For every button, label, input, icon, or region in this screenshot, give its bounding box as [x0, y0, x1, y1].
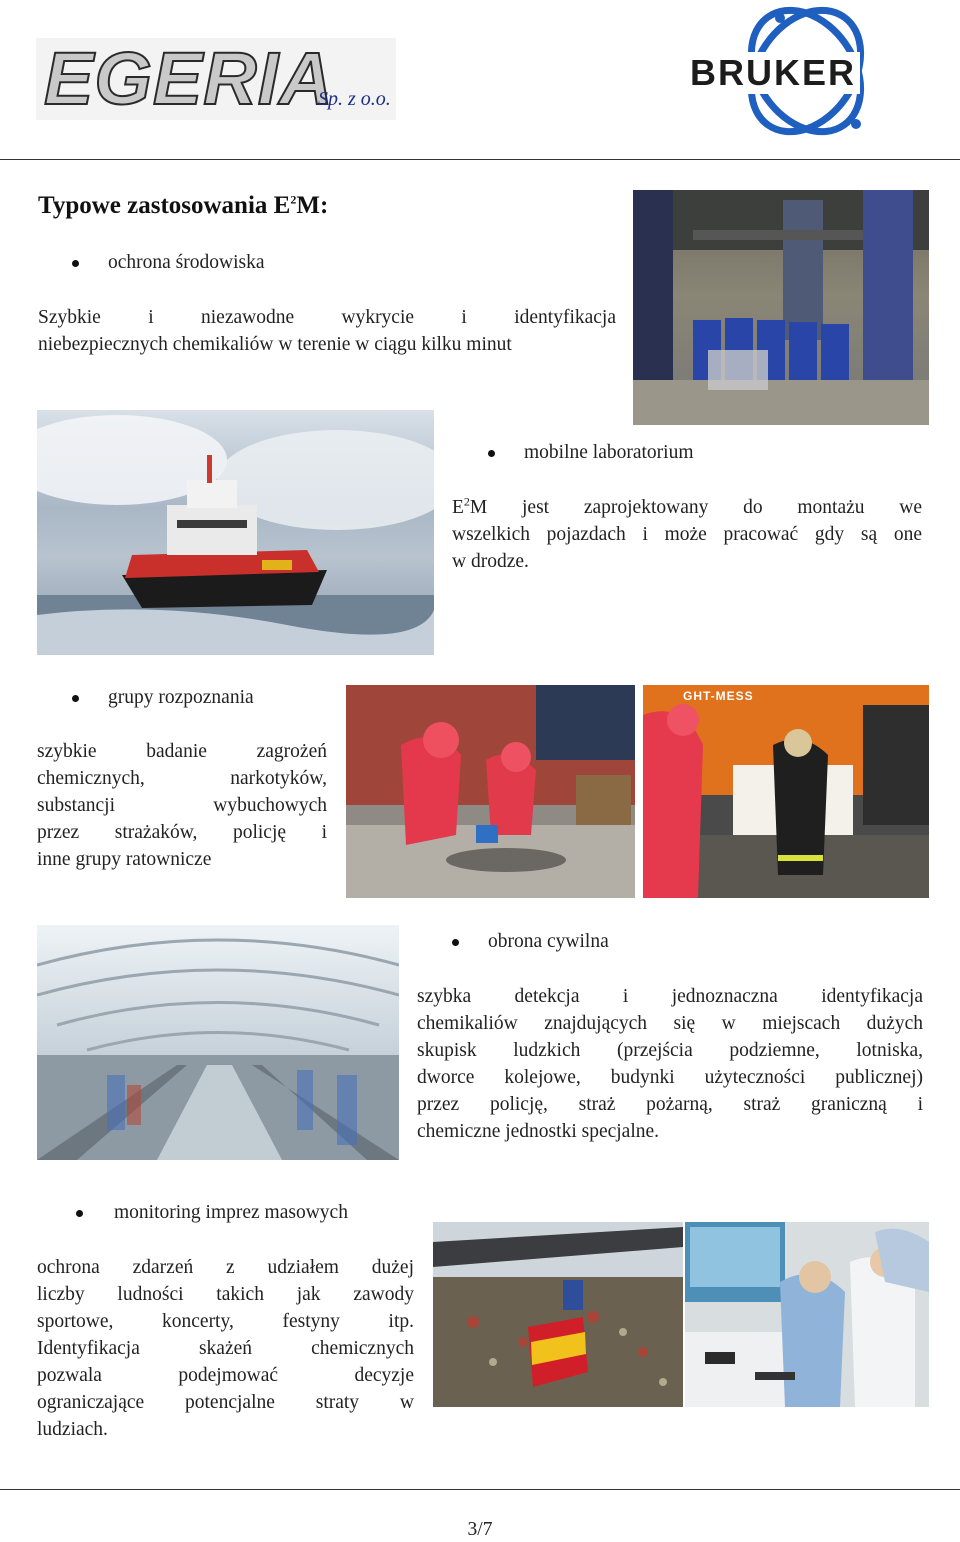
section4-text — [417, 983, 923, 1145]
text-line: niebezpiecznych chemikaliów w terenie w ciągu kilku minut — [38, 334, 512, 355]
text-line: chemikaliów znajdujących się w miejscach dużych — [417, 1013, 923, 1034]
text-line: szybka detekcja i jednoznaczna identyfikacja — [417, 986, 923, 1007]
text-line: pozwala podejmować decyzje — [37, 1365, 414, 1386]
text-line: wszelkich pojazdach i może pracować gdy są one — [452, 524, 922, 545]
photo-hazmat-art — [346, 685, 635, 898]
page-title-tail: M: — [296, 192, 329, 219]
photo-airport-walkway — [37, 925, 399, 1160]
text-line: skupisk ludzkich (przejścia podziemne, lotniska, — [417, 1040, 923, 1061]
page-title — [38, 192, 328, 220]
photo-stadium-crowd — [433, 1222, 683, 1407]
bullet-dot — [72, 260, 79, 267]
photo-control-room — [685, 1222, 929, 1407]
bullet-dot — [452, 939, 459, 946]
text-line: Szybkie i niezawodne wykrycie i identyfikacja — [38, 307, 616, 328]
text-line: szybkie badanie zagrożeń — [37, 741, 327, 762]
bullet-dot — [76, 1210, 83, 1217]
text-line: inne grupy ratownicze — [37, 849, 212, 870]
section5-text — [37, 1254, 414, 1443]
bruker-logo-text: BRUKER — [686, 52, 860, 94]
page-title-sup: 2 — [290, 192, 297, 207]
text-line: liczby ludności takich jak zawody — [37, 1284, 414, 1305]
photo-ship-art — [37, 410, 434, 655]
text-line: przez strażaków, policję i — [37, 822, 327, 843]
photo-barrels-art — [633, 190, 929, 425]
bullet-dot — [488, 450, 495, 457]
footer-rule — [0, 1489, 960, 1490]
bullet-recon-groups-label: grupy rozpoznania — [108, 687, 254, 708]
page-title-main: Typowe zastosowania E — [38, 192, 291, 219]
section2-text — [452, 494, 922, 575]
photo-ship — [37, 410, 434, 655]
bullet-mobile-lab-label: mobilne laboratorium — [524, 442, 694, 463]
text-line: substancji wybuchowych — [37, 795, 327, 816]
egeria-logo-subtitle: Sp. z o.o. — [318, 88, 391, 110]
photo-firefighter — [643, 685, 929, 898]
truck-sign: GHT-MESS — [683, 689, 754, 703]
text-line: chemicznych, narkotyków, — [37, 768, 327, 789]
text-line: dworce kolejowe, budynki użyteczności publicznej) — [417, 1067, 923, 1088]
photo-stadium-art — [433, 1222, 683, 1407]
photo-firefighter-art — [643, 685, 929, 898]
section3-text — [37, 738, 327, 873]
text-line: ludziach. — [37, 1419, 108, 1440]
egeria-logo — [36, 38, 396, 120]
page-number: 3/7 — [467, 1519, 493, 1540]
text-line — [452, 494, 922, 521]
text-line: w drodze. — [452, 551, 529, 572]
photo-hazmat-suits — [346, 685, 635, 898]
text-line: sportowe, koncerty, festyny itp. — [37, 1311, 414, 1332]
bullet-mobile-lab — [488, 442, 694, 464]
bullet-environment-label: ochrona środowiska — [108, 252, 265, 273]
bullet-dot — [72, 695, 79, 702]
text-line: przez policję, straż pożarną, straż graniczną i — [417, 1094, 923, 1115]
bullet-recon-groups — [72, 687, 254, 709]
bruker-logo — [680, 2, 930, 140]
bullet-civil-defense-label: obrona cywilna — [488, 931, 609, 952]
egeria-logo-text: EGERIA — [44, 37, 334, 120]
text-line: ochrona zdarzeń z udziałem dużej — [37, 1257, 414, 1278]
bullet-mass-events — [76, 1202, 348, 1224]
text-line-part: E — [452, 497, 464, 518]
text-line: chemiczne jednostki specjalne. — [417, 1121, 660, 1142]
text-line: ograniczające potencjalne straty w — [37, 1392, 414, 1413]
photo-barrels — [633, 190, 929, 425]
bullet-environment — [72, 252, 265, 274]
bullet-mass-events-label: monitoring imprez masowych — [114, 1202, 348, 1223]
photo-airport-art — [37, 925, 399, 1160]
section1-text — [38, 304, 616, 358]
header-rule — [0, 159, 960, 160]
text-line-sup: 2 — [463, 494, 470, 509]
photo-control-room-art — [685, 1222, 929, 1407]
bullet-civil-defense — [452, 931, 609, 953]
text-line: Identyfikacja skażeń chemicznych — [37, 1338, 414, 1359]
text-line-part: M jest zaprojektowany do montażu we — [469, 497, 922, 518]
